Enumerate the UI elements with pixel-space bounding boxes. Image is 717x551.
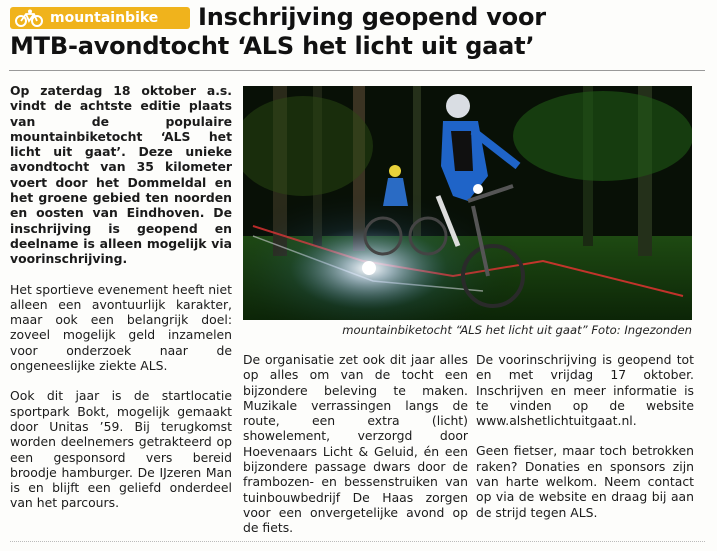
section-tag-label: mountainbike xyxy=(50,10,159,26)
body-paragraph: De organisatie zet ook dit jaar alles op alles om van de tocht een bijzondere beleving te maken. Muzikale verrassingen langs de route, een extra (licht) showelement, verzorgd door Hoevenaars Licht & Geluid, én een bijzondere passage dwars door de frambozen- en bessenstruiken van tuinbouwbedrijf De Haas zorgen voor een onvergetelijke avond op de fiets. xyxy=(243,352,468,536)
bottom-border xyxy=(10,541,705,542)
body-paragraph: Het sportieve evenement heeft niet alleen een avontuurlijk karakter, maar ook een belangrijk doel: zoveel mogelijk geld inzamelen voor onderzoek naar de ongeneeslijke ziekte ALS. xyxy=(10,281,232,374)
headline xyxy=(10,3,546,61)
headline-line2: MTB-avondtocht ‘ALS het licht uit gaat’ xyxy=(10,32,535,60)
body-paragraph: De voorinschrijving is geopend tot en met vrijdag 17 oktober. Inschrijven en meer informatie is te vinden op de website www.alshetlichtuitgaat.nl. xyxy=(476,352,694,429)
night-mtb-photo xyxy=(243,86,692,320)
column-2 xyxy=(243,352,468,551)
body-paragraph: Geen fietser, maar toch betrokken raken? Donaties en sponsors zijn van harte welkom. Neem contact op via de website en draag bij aan de strijd tegen ALS. xyxy=(476,443,694,520)
photo-caption: mountainbiketocht “ALS het licht uit gaat” Foto: Ingezonden xyxy=(342,323,692,337)
article-photo xyxy=(243,86,692,320)
lead-paragraph: Op zaterdag 18 oktober a.s. vindt de achtste editie plaats van de populaire mountainbiketocht ‘ALS het licht uit gaat’. Deze unieke avondtocht van 35 kilometer voert door het Dommeldal en het groene gebied ten noorden en oosten van Eindhoven. De inschrijving is geopend en deelname is alleen mogelijk via voorinschrijving. xyxy=(10,83,232,267)
column-1 xyxy=(10,83,232,526)
body-paragraph: Ook dit jaar is de startlocatie sportpark Bokt, mogelijk gemaakt door Unitas ’59. Bij terugkomst worden deelnemers getrakteerd op een gesponsord vers bereid broodje hamburger. De IJzeren Man is en blijft een geliefd onderdeel van het parcours. xyxy=(10,388,232,511)
column-3 xyxy=(476,352,694,535)
headline-line1: Inschrijving geopend voor xyxy=(198,3,546,31)
headline-rule xyxy=(9,70,705,71)
